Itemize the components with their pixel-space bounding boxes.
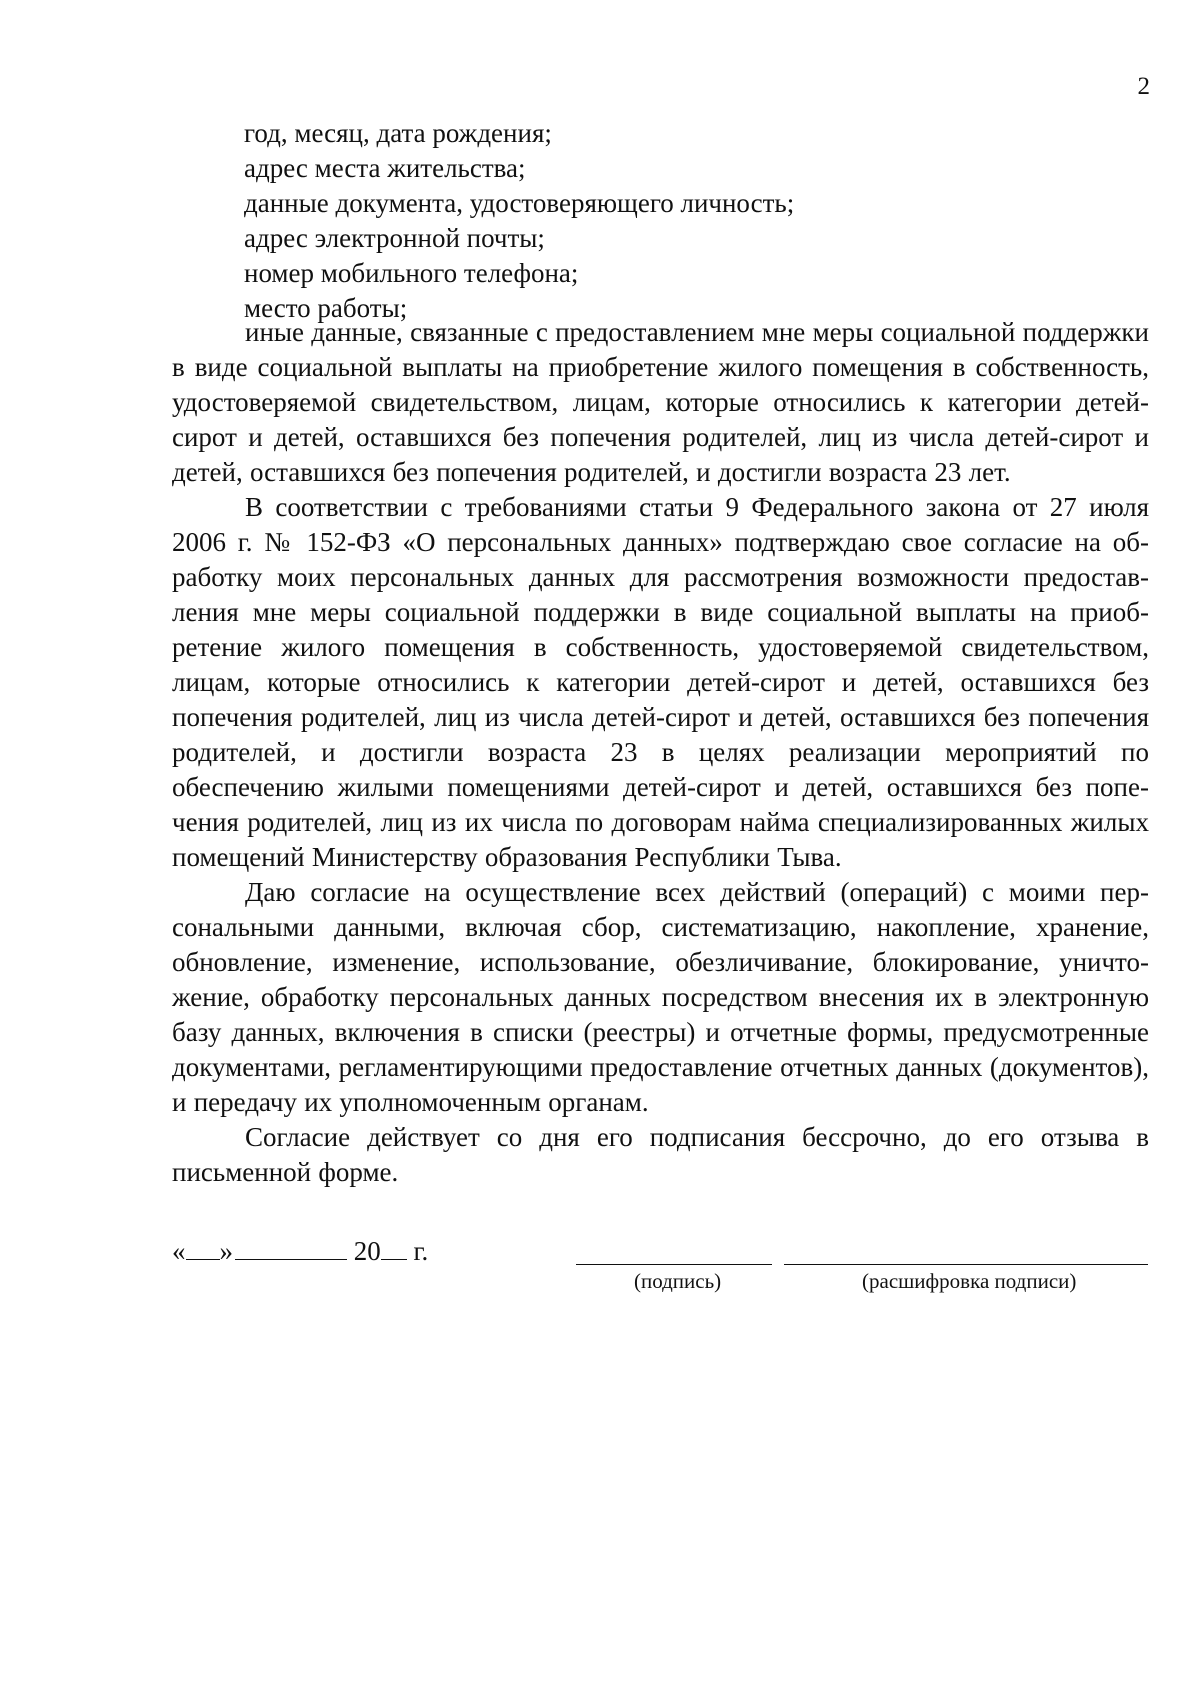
date-open-quote: « xyxy=(172,1236,186,1266)
signature-decode-line[interactable] xyxy=(784,1264,1148,1265)
paragraph-validity: Согласие действует со дня его подписания бессрочно, до его отзыва в письменной форме. xyxy=(172,1122,1149,1187)
month-blank[interactable] xyxy=(235,1235,347,1260)
date-field xyxy=(172,1234,428,1268)
consent-body xyxy=(172,315,1149,1190)
personal-data-list xyxy=(244,116,1144,326)
paragraph-other-data: иные данные, связанные с предоставлением мне меры социальной поддержки в виде социальной выплаты на приобретение жилого помещения в собственность, удостоверяемой свидетельством, лицам, которые относились к категории детей-сирот и детей, оставшихся без попечения родителей, лиц из числа детей-сирот и детей, оставшихся без попечения родителей, и достигли возраста 23 лет. xyxy=(172,317,1149,487)
list-item: номер мобильного телефона; xyxy=(244,258,579,288)
signature-block xyxy=(172,1234,1152,1304)
list-item: год, месяц, дата рождения; xyxy=(244,118,552,148)
list-item: адрес электронной почты; xyxy=(244,223,545,253)
signature-line[interactable] xyxy=(576,1264,772,1265)
list-item: данные документа, удостоверяющего личность; xyxy=(244,188,795,218)
year-blank[interactable] xyxy=(381,1235,407,1260)
paragraph-operations-consent: Даю согласие на осуществление всех действий (операций) с моими персональными данными, включая сбор, систематизацию, накопление, хранение, обновление, изменение, использование, обезличивание, блокирование, уничтожение, обработку персональных данных посредством внесения их в электронную базу данных, включения в списки (реестры) и отчетные формы, предусмотренные документами, регламентирующими предоставление отчетных данных (документов), и передачу их уполномоченным органам. xyxy=(172,877,1149,1117)
year-prefix: 20 xyxy=(353,1236,381,1266)
date-close-quote: » xyxy=(219,1236,233,1266)
signature-decode-caption: (расшифровка подписи) xyxy=(862,1269,1077,1293)
page-number: 2 xyxy=(1137,73,1150,100)
list-item: адрес места жительства; xyxy=(244,153,526,183)
day-blank[interactable] xyxy=(186,1235,220,1260)
year-suffix: г. xyxy=(413,1236,429,1266)
signature-caption: (подпись) xyxy=(634,1269,722,1293)
list-item: место работы; xyxy=(244,293,408,323)
paragraph-legal-basis: В соответствии с требованиями статьи 9 Федерального закона от 27 июля 2006 г. № 152-ФЗ «О персональных данных» подтверждаю свое согласие на обработку моих персональных данных для рассмотрения возможности предоставления мне меры социальной поддержки в виде социальной выплаты на приобретение жилого помещения в собственность, удостоверяемой свидетельством, лицам, которые относились к категории детей-сирот и детей, оставшихся без попечения родителей, лиц из числа детей-сирот и детей, оставшихся без попечения родителей, и достигли возраста 23 в целях реализации мероприятий по обеспечению жилыми помещениями детей-сирот и детей, оставшихся без попечения родителей, лиц из их числа по договорам найма специализированных жилых помещений Министерству образования Республики Тыва. xyxy=(172,492,1149,872)
